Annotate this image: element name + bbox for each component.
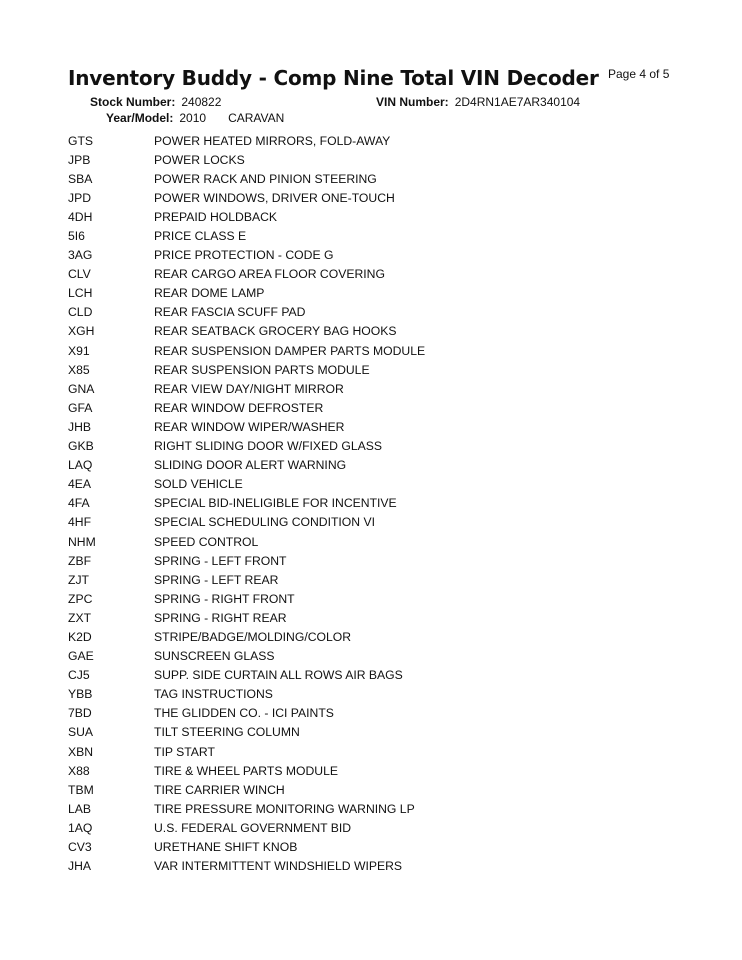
option-code: X88 [68,763,90,778]
option-description: REAR SUSPENSION DAMPER PARTS MODULE [154,343,426,358]
option-description: TIP START [154,744,215,759]
option-code: XGH [68,324,95,339]
list-item [68,360,628,379]
option-code: SBA [68,171,93,186]
list-item [68,589,628,608]
option-description: SPRING - RIGHT FRONT [154,591,295,606]
option-code: ZJT [68,572,89,587]
option-code: 5I6 [68,229,85,244]
list-item [68,284,628,303]
option-description: REAR FASCIA SCUFF PAD [154,305,306,320]
list-item [68,265,628,284]
list-item [68,532,628,551]
list-item [68,761,628,780]
option-description: TAG INSTRUCTIONS [154,687,273,702]
list-item [68,456,628,475]
option-description: SOLD VEHICLE [154,477,243,492]
option-code: GAE [68,649,94,664]
option-description: SLIDING DOOR ALERT WARNING [154,458,347,473]
option-description: SPECIAL SCHEDULING CONDITION VI [154,515,375,530]
list-item [68,799,628,818]
list-item [68,666,628,685]
option-code: YBB [68,687,93,702]
option-description: SUPP. SIDE CURTAIN ALL ROWS AIR BAGS [154,668,403,683]
year-model-label: Year/Model: [106,111,174,125]
list-item [68,398,628,417]
option-code: XBN [68,744,94,759]
option-code: TBM [68,782,94,797]
list-item [68,513,628,532]
option-description: REAR WINDOW DEFROSTER [154,400,324,415]
option-code: GFA [68,400,93,415]
option-description: REAR SUSPENSION PARTS MODULE [154,362,370,377]
vin-number-label: VIN Number: [376,95,449,109]
option-code: K2D [68,629,92,644]
option-description: PRICE CLASS E [154,229,247,244]
page-number: Page 4 of 5 [608,67,670,81]
list-item [68,704,628,723]
stock-number-label: Stock Number: [90,95,176,109]
option-code: JHA [68,859,92,874]
list-item [68,322,628,341]
option-description: POWER RACK AND PINION STEERING [154,171,377,186]
list-item [68,685,628,704]
option-code: 7BD [68,706,92,721]
option-description: REAR SEATBACK GROCERY BAG HOOKS [154,324,397,339]
option-code: LAQ [68,458,93,473]
year-model [106,111,284,125]
list-item [68,188,628,207]
list-item [68,780,628,799]
list-item [68,246,628,265]
option-description: TIRE & WHEEL PARTS MODULE [154,763,338,778]
option-description: PREPAID HOLDBACK [154,209,278,224]
option-code: LCH [68,286,93,301]
option-code: X91 [68,343,90,358]
list-item [68,818,628,837]
option-description: SPRING - RIGHT REAR [154,610,287,625]
option-code: 4DH [68,209,93,224]
list-item [68,169,628,188]
option-code: NHM [68,534,96,549]
list-item [68,837,628,856]
option-description: REAR WINDOW WIPER/WASHER [154,419,345,434]
page-title: Inventory Buddy - Comp Nine Total VIN Decoder [68,66,599,90]
list-item [68,437,628,456]
option-description: RIGHT SLIDING DOOR W/FIXED GLASS [154,439,382,454]
list-item [68,150,628,169]
option-code: LAB [68,801,92,816]
list-item [68,207,628,226]
option-code: JPD [68,190,92,205]
list-item [68,475,628,494]
list-item [68,341,628,360]
option-description: SPECIAL BID-INELIGIBLE FOR INCENTIVE [154,496,397,511]
year-value: 2010 [179,111,207,125]
option-description: TILT STEERING COLUMN [154,725,300,740]
option-code: ZXT [68,610,92,625]
option-description: REAR DOME LAMP [154,286,265,301]
option-code: CLV [68,267,91,282]
option-code: 4HF [68,515,92,530]
option-description: U.S. FEDERAL GOVERNMENT BID [154,820,352,835]
list-item [68,723,628,742]
option-description: POWER HEATED MIRRORS, FOLD-AWAY [154,133,391,148]
option-description: PRICE PROTECTION - CODE G [154,248,334,263]
list-item [68,379,628,398]
list-item [68,226,628,245]
option-code: JHB [68,419,92,434]
option-code: CJ5 [68,668,90,683]
option-description: POWER WINDOWS, DRIVER ONE-TOUCH [154,190,395,205]
option-code: X85 [68,362,90,377]
option-description: TIRE CARRIER WINCH [154,782,285,797]
option-description: VAR INTERMITTENT WINDSHIELD WIPERS [154,859,403,874]
option-description: REAR CARGO AREA FLOOR COVERING [154,267,385,282]
option-description: SPRING - LEFT FRONT [154,553,287,568]
option-description: URETHANE SHIFT KNOB [154,840,298,855]
option-description: SPEED CONTROL [154,534,259,549]
list-item [68,303,628,322]
option-code: 1AQ [68,820,93,835]
list-item [68,627,628,646]
option-code: 4FA [68,496,90,511]
option-description: STRIPE/BADGE/MOLDING/COLOR [154,629,352,644]
list-item [68,570,628,589]
option-description: SUNSCREEN GLASS [154,649,275,664]
list-item [68,494,628,513]
option-code: JPB [68,152,91,167]
model-value: CARAVAN [228,111,285,125]
vin-number-value: 2D4RN1AE7AR340104 [454,95,581,109]
option-code: GTS [68,133,94,148]
list-item [68,131,628,150]
option-code: ZBF [68,553,92,568]
option-description: TIRE PRESSURE MONITORING WARNING LP [154,801,415,816]
option-code: 3AG [68,248,93,263]
list-item [68,647,628,666]
option-description: SPRING - LEFT REAR [154,572,279,587]
list-item [68,857,628,876]
option-code: CV3 [68,840,92,855]
option-code: GKB [68,439,94,454]
option-code-list [68,131,628,876]
option-code: 4EA [68,477,92,492]
option-description: POWER LOCKS [154,152,245,167]
list-item [68,417,628,436]
vin-number [376,95,580,109]
option-description: REAR VIEW DAY/NIGHT MIRROR [154,381,344,396]
list-item [68,608,628,627]
option-code: SUA [68,725,94,740]
stock-number [90,95,221,109]
list-item [68,742,628,761]
option-code: GNA [68,381,95,396]
option-description: THE GLIDDEN CO. - ICI PAINTS [154,706,334,721]
list-item [68,551,628,570]
option-code: ZPC [68,591,93,606]
option-code: CLD [68,305,93,320]
stock-number-value: 240822 [181,95,222,109]
